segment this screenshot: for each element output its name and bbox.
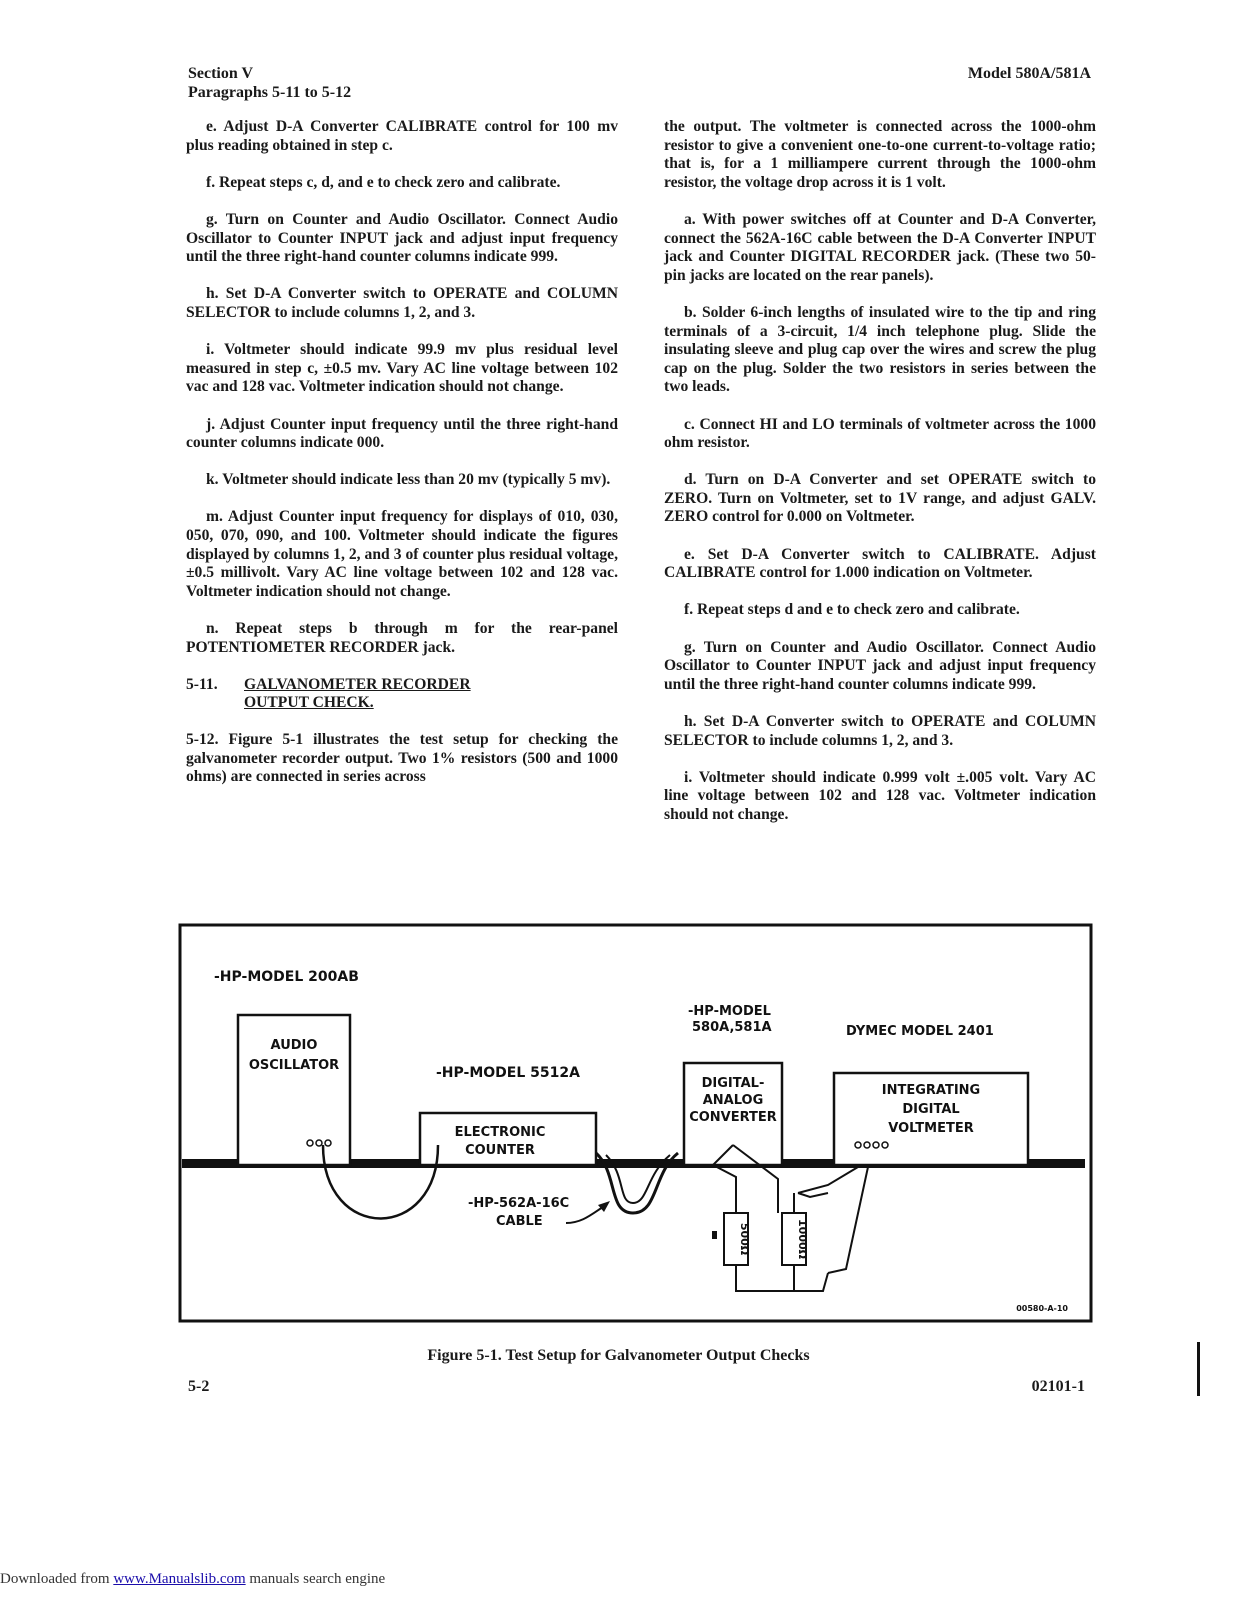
- label-r1000: 1000Ω: [796, 1219, 809, 1259]
- right-column: [664, 118, 1096, 843]
- step-m: m. Adjust Counter input frequency for displays of 010, 030, 050, 070, 090, and 100. Voltmeter should indicate the figures displayed by columns 1, 2, and 3 of counter plus residual voltage, ±0.5 millivolt. Vary AC line voltage between 102 and 128 vac. Voltmeter indication should not change.: [186, 508, 618, 600]
- step-h: h. Set D-A Converter switch to OPERATE and COLUMN SELECTOR to include columns 1, 2, and 3.: [186, 285, 618, 321]
- left-column: [186, 118, 618, 805]
- r-step-e: e. Set D-A Converter switch to CALIBRATE. Adjust CALIBRATE control for 1.000 indication on Voltmeter.: [664, 545, 1096, 582]
- continued-text: the output. The voltmeter is connected across the 1000-ohm resistor to give a convenient one-to-one current-to-voltage ratio; that is, for a 1 milliampere current through the 1000-ohm resistor, the voltage drop across it is 1 volt.: [664, 118, 1096, 191]
- step-j: j. Adjust Counter input frequency until the three right-hand counter columns indicate 000.: [186, 415, 618, 452]
- section-title-1: GALVANOMETER RECORDER: [244, 675, 471, 693]
- test-setup-diagram: [178, 923, 1093, 1323]
- figure-caption: Figure 5-1. Test Setup for Galvanometer Output Checks: [427, 1347, 810, 1364]
- step-k: k. Voltmeter should indicate less than 20 mv (typically 5 mv).: [206, 471, 611, 489]
- label-analog: ANALOG: [702, 1093, 764, 1108]
- label-r500: 500Ω: [738, 1222, 751, 1256]
- margin-bar: [1197, 1342, 1200, 1396]
- manualslib-link[interactable]: www.Manualslib.com: [113, 1571, 246, 1587]
- label-voltmeter: VOLTMETER: [888, 1121, 974, 1136]
- download-suffix: manuals search engine: [245, 1571, 386, 1587]
- r-step-b: b. Solder 6-inch lengths of insulated wire to the tip and ring terminals of a 3-circuit, 1/4 inch telephone plug. Slide the insulating sleeve and plug cap over the wires and screw the plug cap on the plug. Solder the two resistors in series between the two leads.: [664, 303, 1096, 396]
- r-step-a: a. With power switches off at Counter and D-A Converter, connect the 562A-16C cable between the D-A Converter INPUT jack and Counter DIGITAL RECORDER jack. (These two 50-pin jacks are located on the rear panels).: [664, 210, 1096, 284]
- download-footer: [0, 1571, 385, 1588]
- step-n: n. Repeat steps b through m for the rear-panel POTENTIOMETER RECORDER jack.: [186, 620, 618, 656]
- section-title-2: OUTPUT CHECK.: [244, 694, 374, 712]
- r-step-c: c. Connect HI and LO terminals of voltmeter across the 1000 ohm resistor.: [664, 415, 1096, 452]
- label-dymec: DYMEC MODEL 2401: [846, 1024, 994, 1039]
- label-ref: 00580-A-10: [1016, 1304, 1068, 1313]
- doc-number: 02101-1: [1031, 1378, 1085, 1395]
- label-oscillator: OSCILLATOR: [248, 1058, 340, 1073]
- section-number: 5-11.: [186, 675, 218, 693]
- label-hp-580: -HP-MODEL: [688, 1004, 771, 1019]
- paragraph-5-12: 5-12. Figure 5-1 illustrates the test setup for checking the galvanometer recorder output. Two 1% resistors (500 and 1000 ohms) are connected in series across: [186, 731, 618, 786]
- r-step-h: h. Set D-A Converter switch to OPERATE and COLUMN SELECTOR to include columns 1, 2, and 3.: [664, 713, 1096, 749]
- r-step-f: f. Repeat steps d and e to check zero and calibrate.: [684, 601, 1020, 619]
- label-digital: DIGITAL: [902, 1102, 960, 1117]
- step-f: f. Repeat steps c, d, and e to check zero and calibrate.: [206, 173, 561, 191]
- page-number: 5-2: [188, 1378, 210, 1395]
- section-heading: [186, 676, 618, 713]
- label-digital-dash: DIGITAL-: [701, 1076, 765, 1091]
- step-e: e. Adjust D-A Converter CALIBRATE control for 100 mv plus reading obtained in step c.: [186, 118, 618, 154]
- step-i: i. Voltmeter should indicate 99.9 mv plus residual level measured in step c, ±0.5 mv. Vary AC line voltage between 102 vac and 128 vac. Voltmeter indication should not change.: [186, 341, 618, 396]
- label-hp-580b: 580A,581A: [692, 1020, 772, 1035]
- paragraphs-label: Paragraphs 5-11 to 5-12: [188, 84, 352, 101]
- model-label: Model 580A/581A: [967, 65, 1091, 82]
- label-cable1: -HP-562A-16C: [468, 1196, 570, 1211]
- label-hp-200ab: -HP-MODEL 200AB: [214, 969, 359, 985]
- download-prefix: Downloaded from: [0, 1571, 114, 1587]
- r-step-d: d. Turn on D-A Converter and set OPERATE switch to ZERO. Turn on Voltmeter, set to 1V range, and adjust GALV. ZERO control for 0.000 on Voltmeter.: [664, 471, 1096, 526]
- r-step-g: g. Turn on Counter and Audio Oscillator. Connect Audio Oscillator to Counter INPUT jack and adjust input frequency until the three right-hand counter columns indicate 999.: [664, 638, 1096, 693]
- r-step-i: i. Voltmeter should indicate 0.999 volt ±.005 volt. Vary AC line voltage between 102 and 128 vac. Voltmeter indication should not change.: [664, 768, 1096, 823]
- label-cable2: CABLE: [496, 1214, 543, 1229]
- label-electronic: ELECTRONIC: [454, 1125, 546, 1140]
- label-counter: COUNTER: [465, 1143, 535, 1158]
- label-audio: AUDIO: [270, 1038, 318, 1053]
- label-hp-5512a: -HP-MODEL 5512A: [436, 1065, 580, 1081]
- label-converter: CONVERTER: [689, 1110, 777, 1125]
- label-integrating: INTEGRATING: [881, 1083, 981, 1098]
- step-g: g. Turn on Counter and Audio Oscillator. Connect Audio Oscillator to Counter INPUT jack and adjust input frequency until the three right-hand counter columns indicate 999.: [186, 210, 618, 266]
- section-label: Section V: [188, 65, 254, 82]
